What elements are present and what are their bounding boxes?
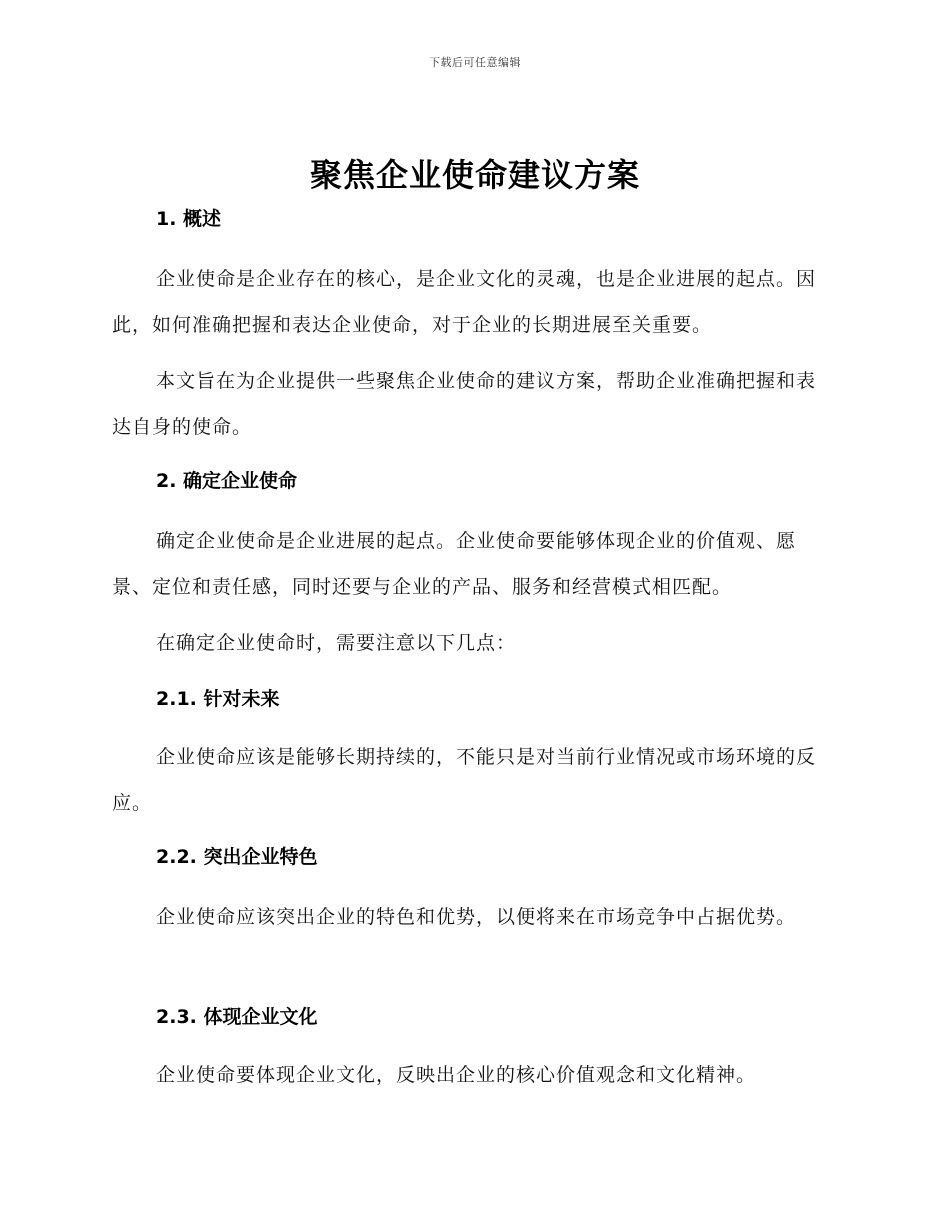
- section-heading-features: 2.2. 突出企业特色: [156, 846, 318, 868]
- paragraph: 企业使命应该是能够长期持续的，不能只是对当前行业情况或市场环境的反应。: [112, 746, 817, 814]
- paragraph: 企业使命应该突出企业的特色和优势，以便将来在市场竞争中占据优势。: [156, 906, 797, 928]
- section-heading-culture: 2.3. 体现企业文化: [156, 1006, 318, 1028]
- section-heading-future: 2.1. 针对未来: [156, 688, 280, 710]
- section-heading-overview: 1. 概述: [156, 208, 222, 230]
- document-title: 聚焦企业使命建议方案: [309, 156, 640, 194]
- paragraph: 本文旨在为企业提供一些聚焦企业使命的建议方案，帮助企业准确把握和表达自身的使命。: [112, 370, 817, 438]
- paragraph: 企业使命要体现企业文化，反映出企业的核心价值观念和文化精神。: [156, 1064, 757, 1086]
- paragraph: 企业使命是企业存在的核心，是企业文化的灵魂，也是企业进展的起点。因此，如何准确把握和表达企业使命，对于企业的长期进展至关重要。: [112, 268, 817, 336]
- paragraph: 确定企业使命是企业进展的起点。企业使命要能够体现企业的价值观、愿景、定位和责任感，同时还要与企业的产品、服务和经营模式相匹配。: [112, 530, 797, 598]
- header-note: 下载后可任意编辑: [429, 56, 521, 69]
- section-heading-define-mission: 2. 确定企业使命: [156, 470, 298, 492]
- paragraph: 在确定企业使命时，需要注意以下几点：: [156, 632, 517, 654]
